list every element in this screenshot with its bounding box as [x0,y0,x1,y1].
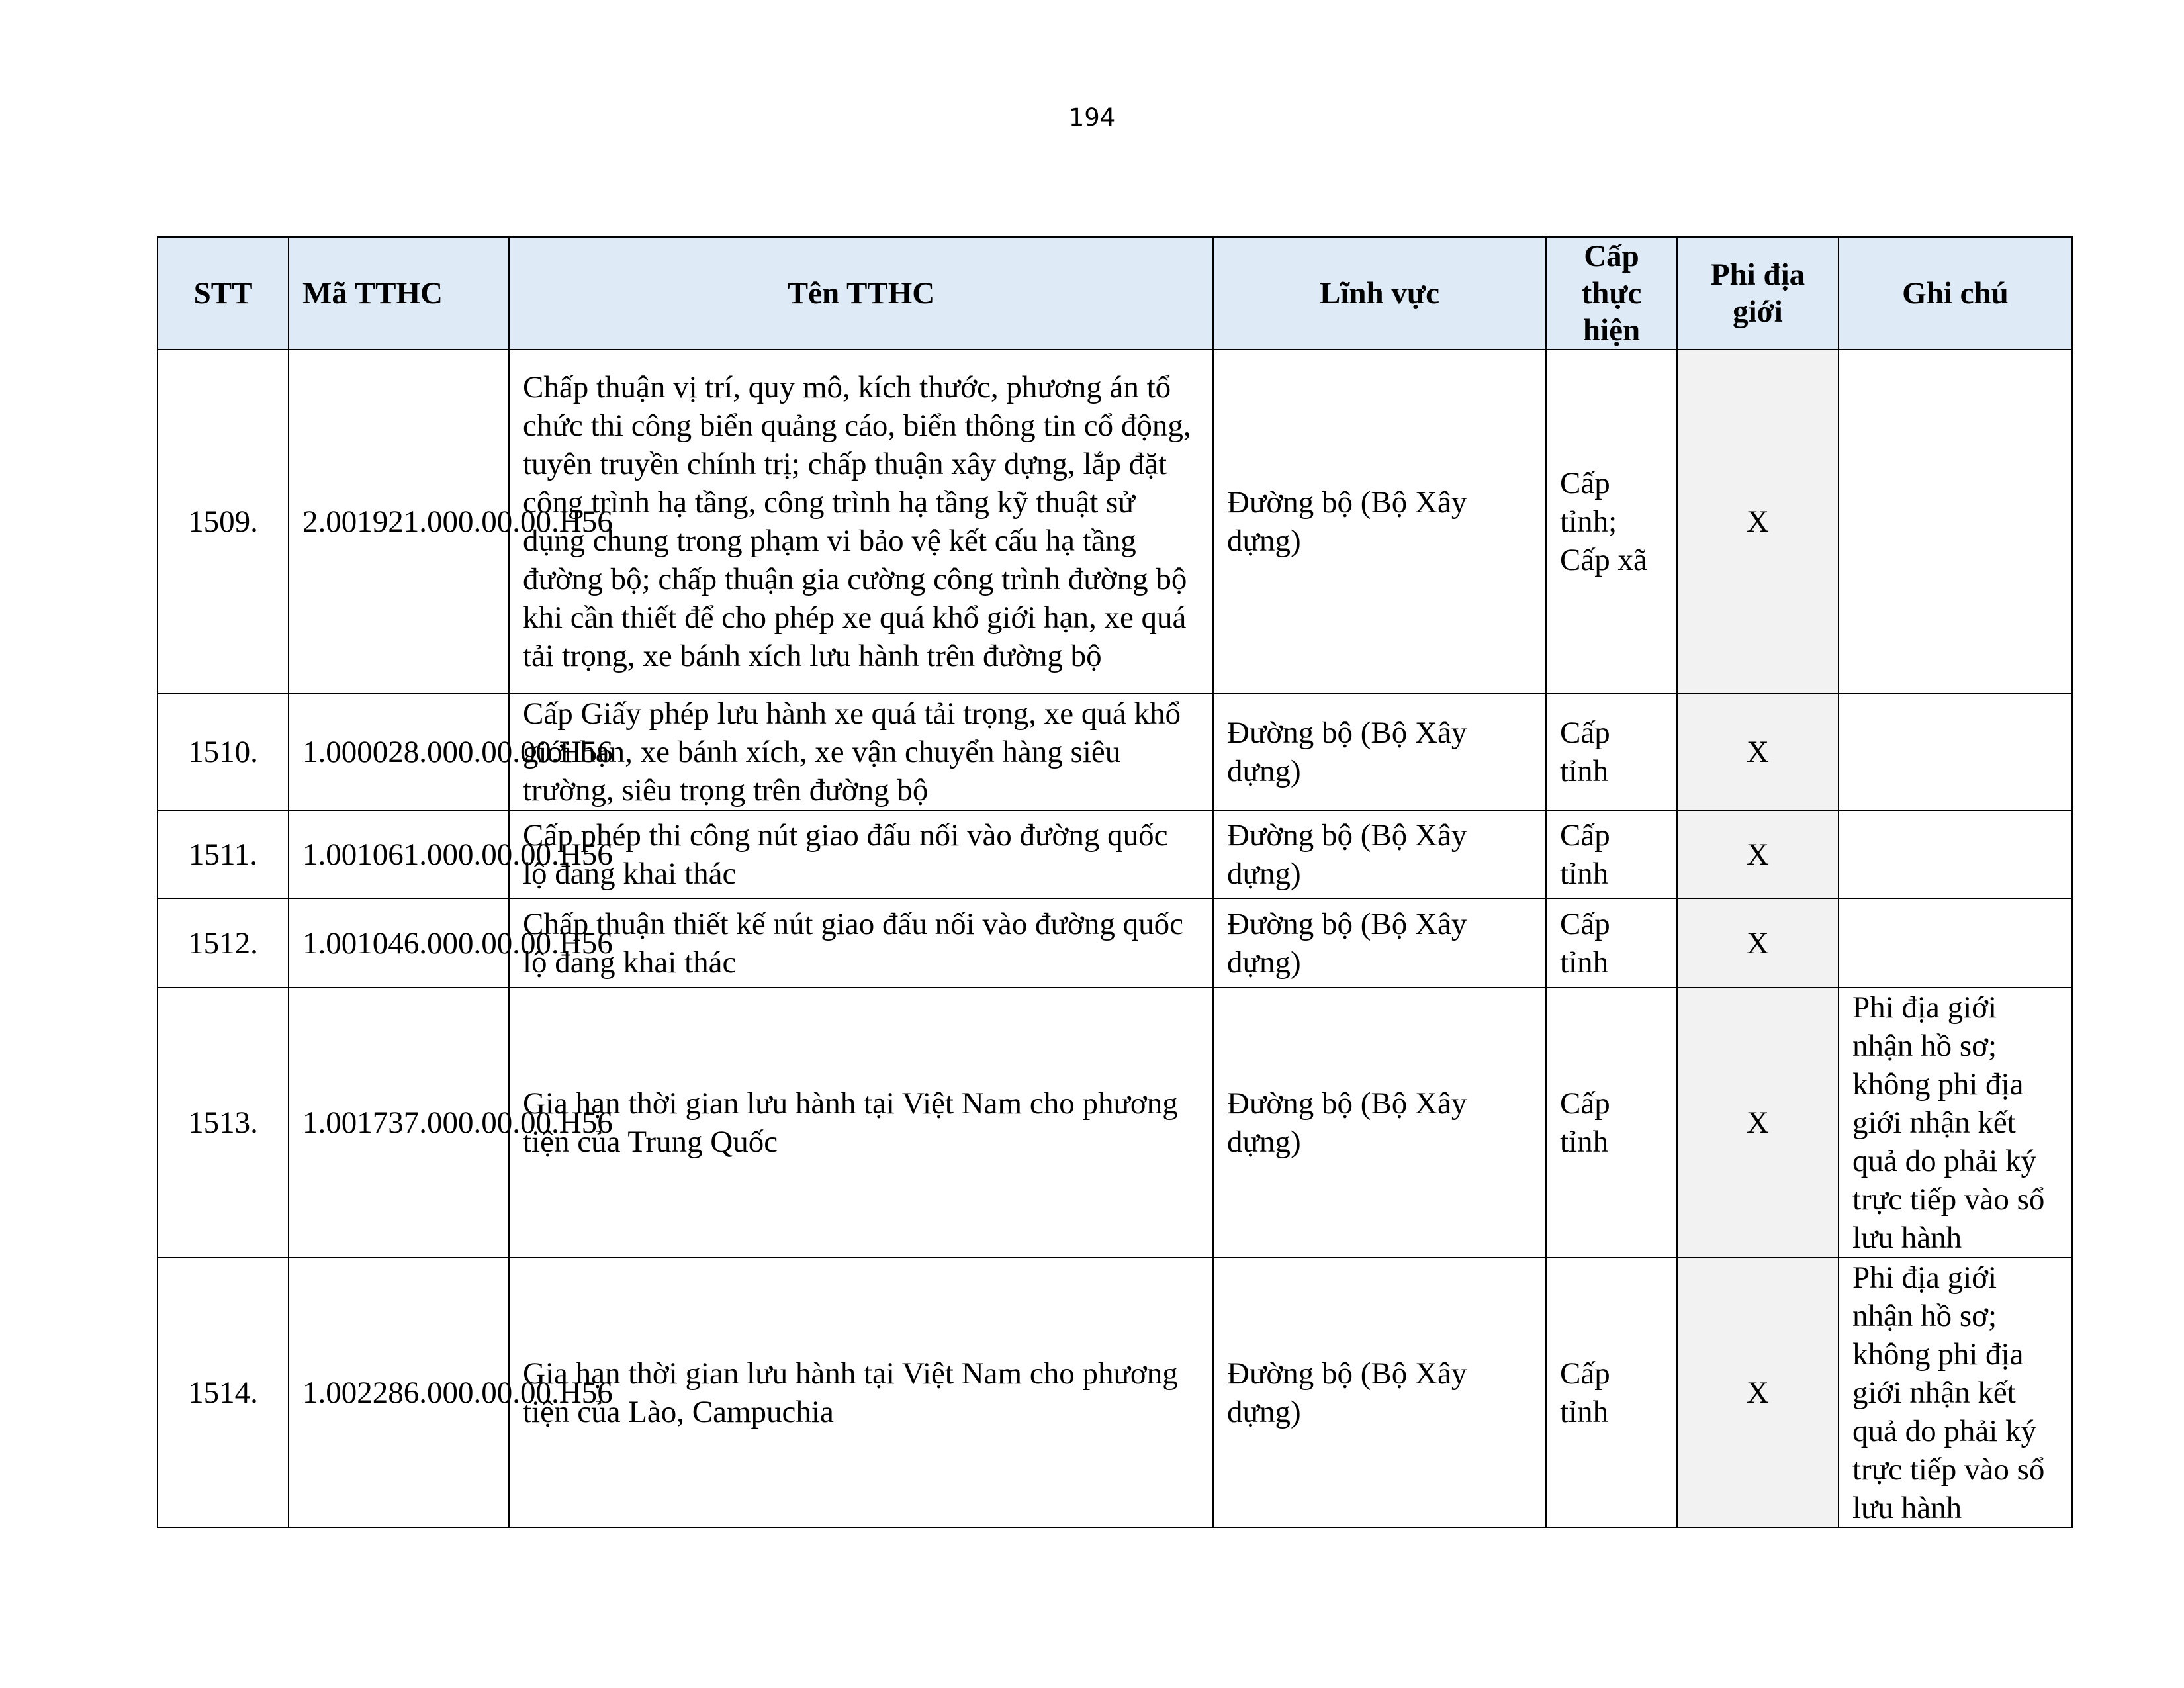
cell-ma-tthc: 1.001061.000.00.00.H56 [289,810,509,898]
header-ghi-chu: Ghi chú [1839,237,2072,350]
table-row [158,898,2072,988]
cell-stt: 1512. [158,898,289,988]
cell-ma-tthc: 1.001046.000.00.00.H56 [289,898,509,988]
header-linh-vuc: Lĩnh vực [1213,237,1546,350]
cell-stt: 1514. [158,1258,289,1528]
cell-linh-vuc: Đường bộ (Bộ Xây dựng) [1213,694,1546,810]
cell-ma-tthc: 1.001737.000.00.00.H56 [289,988,509,1258]
cell-ten-tthc: Cấp phép thi công nút giao đấu nối vào đường quốc lộ đang khai thác [509,810,1213,898]
cell-cap-thuc-hien: Cấp tỉnh [1546,694,1677,810]
cell-linh-vuc: Đường bộ (Bộ Xây dựng) [1213,1258,1546,1528]
cell-ghi-chu [1839,898,2072,988]
cell-ten-tthc: Gia hạn thời gian lưu hành tại Việt Nam cho phương tiện của Lào, Campuchia [509,1258,1213,1528]
cell-phi-dia-gioi: X [1677,898,1839,988]
cell-cap-thuc-hien: Cấp tỉnh [1546,898,1677,988]
cell-cap-thuc-hien: Cấp tỉnh [1546,1258,1677,1528]
table-row [158,988,2072,1258]
cell-ma-tthc: 2.001921.000.00.00.H56 [289,350,509,694]
cell-cap-thuc-hien: Cấp tỉnh [1546,988,1677,1258]
cell-linh-vuc: Đường bộ (Bộ Xây dựng) [1213,350,1546,694]
cell-ghi-chu: Phi địa giới nhận hồ sơ; không phi địa giới nhận kết quả do phải ký trực tiếp vào sổ lưu hành [1839,1258,2072,1528]
cell-ten-tthc: Cấp Giấy phép lưu hành xe quá tải trọng, xe quá khổ giới hạn, xe bánh xích, xe vận chuyển hàng siêu trường, siêu trọng trên đường bộ [509,694,1213,810]
cell-ten-tthc: Chấp thuận vị trí, quy mô, kích thước, phương án tổ chức thi công biển quảng cáo, biển thông tin cổ động, tuyên truyền chính trị; chấp thuận xây dựng, lắp đặt công trình hạ tầng, công trình hạ tầng kỹ thuật sử dụng chung trong phạm vi bảo vệ kết cấu hạ tầng đường bộ; chấp thuận gia cường công trình đường bộ khi cần thiết để cho phép xe quá khổ giới hạn, xe quá tải trọng, xe bánh xích lưu hành trên đường bộ [509,350,1213,694]
cell-linh-vuc: Đường bộ (Bộ Xây dựng) [1213,810,1546,898]
procedures-table [157,236,2073,1528]
table-row [158,694,2072,810]
cell-ghi-chu: Phi địa giới nhận hồ sơ; không phi địa giới nhận kết quả do phải ký trực tiếp vào sổ lưu hành [1839,988,2072,1258]
header-stt: STT [158,237,289,350]
header-ma-tthc: Mã TTHC [289,237,509,350]
cell-ghi-chu [1839,810,2072,898]
cell-stt: 1511. [158,810,289,898]
cell-ma-tthc: 1.000028.000.00.00.H56 [289,694,509,810]
cell-ghi-chu [1839,694,2072,810]
header-phi-dia-gioi: Phi địa giới [1677,237,1839,350]
cell-cap-thuc-hien: Cấp tỉnh; Cấp xã [1546,350,1677,694]
cell-stt: 1510. [158,694,289,810]
cell-ghi-chu [1839,350,2072,694]
table-row [158,350,2072,694]
cell-ma-tthc: 1.002286.000.00.00.H56 [289,1258,509,1528]
cell-stt: 1509. [158,350,289,694]
header-row [158,237,2072,350]
table-row [158,810,2072,898]
cell-phi-dia-gioi: X [1677,1258,1839,1528]
cell-ten-tthc: Gia hạn thời gian lưu hành tại Việt Nam cho phương tiện của Trung Quốc [509,988,1213,1258]
header-ten-tthc: Tên TTHC [509,237,1213,350]
cell-phi-dia-gioi: X [1677,810,1839,898]
table-row [158,1258,2072,1528]
cell-linh-vuc: Đường bộ (Bộ Xây dựng) [1213,988,1546,1258]
cell-stt: 1513. [158,988,289,1258]
cell-phi-dia-gioi: X [1677,988,1839,1258]
cell-cap-thuc-hien: Cấp tỉnh [1546,810,1677,898]
header-cap-thuc-hien: Cấp thực hiện [1546,237,1677,350]
cell-linh-vuc: Đường bộ (Bộ Xây dựng) [1213,898,1546,988]
cell-phi-dia-gioi: X [1677,694,1839,810]
page-number: 194 [1068,103,1116,132]
cell-phi-dia-gioi: X [1677,350,1839,694]
cell-ten-tthc: Chấp thuận thiết kế nút giao đấu nối vào đường quốc lộ đang khai thác [509,898,1213,988]
